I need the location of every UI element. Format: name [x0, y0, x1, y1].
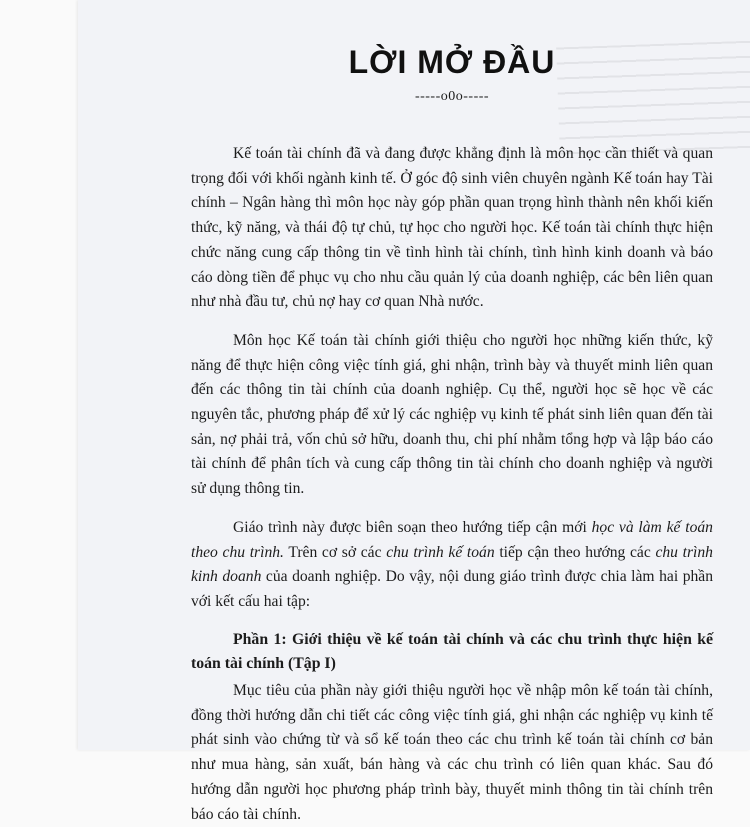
- paragraph-4: Mục tiêu của phần này giới thiệu người học về nhập môn kế toán tài chính, đồng thời hướng dẫn chi tiết các công việc tính giá, ghi nhận các nghiệp vụ kinh tế phát sinh vào chứng từ và sổ kế toán theo các chu trình kế toán tài chính cơ bản như mua hàng, sản xuất, bán hàng và các chu trình có liên quan khác. Sau đó hướng dẫn người học phương pháp trình bày, thuyết minh thông tin tài chính trên báo cáo tài chính.: [191, 682, 713, 823]
- paragraph-3-emphasis-1: học và làm kế toán theo chu trình.: [191, 518, 713, 561]
- book-page: [78, 0, 750, 823]
- paragraph-3-text-1: Giáo trình này được biên soạn theo hướng tiếp cận mới: [233, 518, 592, 536]
- page-content: [191, 44, 713, 827]
- paragraph-3-text-4: của doanh nghiệp. Do vậy, nội dung giáo trình được chia làm hai phần với kết cấu hai tập:: [191, 568, 713, 610]
- paragraph-1: Kế toán tài chính đã và đang được khẳng định là môn học cần thiết và quan trọng đối với khối ngành kinh tế. Ở góc độ sinh viên chuyên ngành Kế toán hay Tài chính – Ngân hàng thì môn học này góp phần quan trọng hình thành nên khối kiến thức, kỹ năng, và thái độ tự chủ, tự học cho người học. Kế toán tài chính thực hiện chức năng cung cấp thông tin về tình hình tài chính, tình hình kinh doanh và báo cáo dòng tiền để phục vụ cho nhu cầu quản lý của doanh nghiệp, các bên liên quan như nhà đầu tư, chủ nợ hay cơ quan Nhà nước.: [191, 145, 713, 311]
- paragraph-3-text-3: tiếp cận theo hướng các: [494, 543, 656, 561]
- paragraph-3-text-2: Trên cơ sở các: [283, 543, 387, 561]
- paragraph-2: Môn học Kế toán tài chính giới thiệu cho người học những kiến thức, kỹ năng để thực hiện công việc tính giá, ghi nhận, trình bày và thuyết minh liên quan đến các thông tin tài chính của doanh nghiệp. Cụ thể, người học sẽ học về các nguyên tắc, phương pháp để xử lý các nghiệp vụ kinh tế phát sinh liên quan đến tài sản, nợ phải trả, vốn chủ sở hữu, doanh thu, chi phí nhằm tổng hợp và lập báo cáo tài chính để phân tích và cung cấp thông tin tài chính cho doanh nghiệp và người sử dụng thông tin.: [191, 331, 713, 498]
- paragraph-3-emphasis-3: chu trình kinh doanh: [191, 543, 713, 586]
- title-separator: -----o0o-----: [414, 89, 490, 104]
- page-title: LỜI MỞ ĐẦU: [348, 44, 556, 80]
- paragraph-3: [191, 516, 713, 615]
- paragraph-3-emphasis-2: chu trình kế toán: [386, 543, 495, 561]
- part-1-heading: Phần 1: Giới thiệu về kế toán tài chính và các chu trình thực hiện kế toán tài chính (Tập I): [191, 630, 713, 673]
